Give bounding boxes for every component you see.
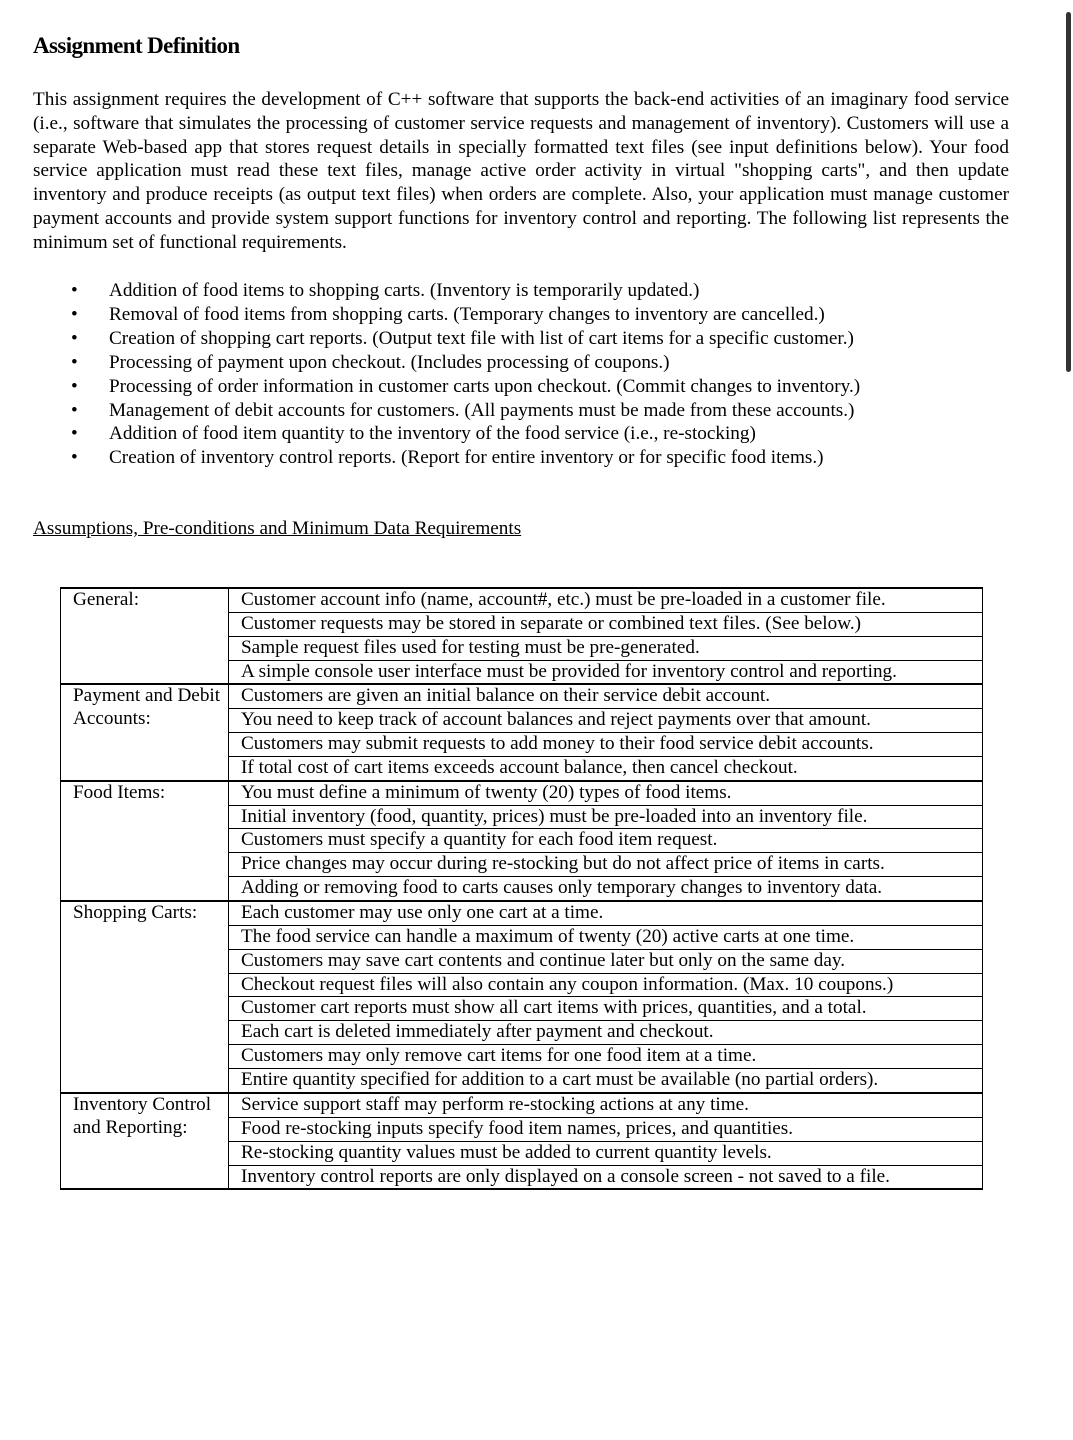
list-item <box>33 399 860 423</box>
table-cell: Customer cart reports must show all cart items with prices, quantities, and a total. <box>229 997 983 1021</box>
table-category-cell: Inventory Control and Reporting: <box>61 1093 229 1189</box>
list-item <box>33 422 860 446</box>
list-item-text: Creation of inventory control reports. (Report for entire inventory or for specific food items.) <box>109 447 824 469</box>
table-row <box>61 781 983 805</box>
list-item-text: Removal of food items from shopping carts. (Temporary changes to inventory are cancelled.) <box>109 303 825 325</box>
table-cell: Service support staff may perform re-stocking actions at any time. <box>229 1093 983 1117</box>
bullet-icon: • <box>71 447 78 469</box>
list-item-text: Creation of shopping cart reports. (Output text file with list of cart items for a specific customer.) <box>109 327 854 349</box>
table-row <box>61 1093 983 1117</box>
table-cell: Customers may save cart contents and continue later but only on the same day. <box>229 949 983 973</box>
table-cell: Entire quantity specified for addition to a cart must be available (no partial orders). <box>229 1069 983 1093</box>
list-item-text: Processing of payment upon checkout. (Includes processing of coupons.) <box>109 351 670 373</box>
table-category-cell: Food Items: <box>61 781 229 901</box>
table-category-cell: Payment and Debit Accounts: <box>61 684 229 780</box>
list-item <box>33 351 860 375</box>
intro-paragraph: This assignment requires the development of C++ software that supports the back-end activities of an imaginary food service (i.e., software that simulates the processing of customer service requests and management of inventory). Customers will use a separate Web-based app that stores request details in specially formatted text files (see input definitions below). Your food service application must read these text files, manage active order activity in virtual "shopping carts", and then update inventory and produce receipts (as output text files) when orders are complete. Also, your application must manage customer payment accounts and provide system support functions for inventory control and reporting. The following list represents the minimum set of functional requirements. <box>33 89 1009 253</box>
table-cell: Initial inventory (food, quantity, prices) must be pre-loaded into an inventory file. <box>229 805 983 829</box>
table-cell: Customers must specify a quantity for each food item request. <box>229 829 983 853</box>
bullet-icon: • <box>71 423 78 445</box>
table-cell: Customers may submit requests to add money to their food service debit accounts. <box>229 733 983 757</box>
list-item-text: Management of debit accounts for customers. (All payments must be made from these accounts.) <box>109 399 855 421</box>
bullet-icon: • <box>71 375 78 397</box>
table-row <box>61 684 983 708</box>
list-item <box>33 327 860 351</box>
table-cell: Each customer may use only one cart at a time. <box>229 901 983 925</box>
table-category-cell: Shopping Carts: <box>61 901 229 1093</box>
requirements-table <box>60 587 983 1190</box>
list-item-text: Processing of order information in customer carts upon checkout. (Commit changes to inventory.) <box>109 375 861 397</box>
page-title: Assignment Definition <box>33 33 240 58</box>
table-cell: Customers are given an initial balance on their service debit account. <box>229 684 983 708</box>
requirements-list <box>33 279 860 470</box>
table-cell: The food service can handle a maximum of twenty (20) active carts at one time. <box>229 925 983 949</box>
bullet-icon: • <box>71 303 78 325</box>
section-heading: Assumptions, Pre-conditions and Minimum Data Requirements <box>33 518 522 539</box>
list-item <box>33 375 860 399</box>
table-cell: Checkout request files will also contain any coupon information. (Max. 10 coupons.) <box>229 973 983 997</box>
list-item <box>33 303 860 327</box>
table-cell: Inventory control reports are only displayed on a console screen - not saved to a file. <box>229 1165 983 1189</box>
table-cell: You need to keep track of account balances and reject payments over that amount. <box>229 709 983 733</box>
vertical-scrollbar[interactable] <box>1066 12 1071 372</box>
bullet-icon: • <box>71 327 78 349</box>
bullet-icon: • <box>71 399 78 421</box>
table-cell: Customer account info (name, account#, etc.) must be pre-loaded in a customer file. <box>229 588 983 612</box>
table-cell: Food re-stocking inputs specify food item names, prices, and quantities. <box>229 1117 983 1141</box>
table-cell: Sample request files used for testing must be pre-generated. <box>229 636 983 660</box>
table-cell: You must define a minimum of twenty (20) types of food items. <box>229 781 983 805</box>
table-row <box>61 588 983 612</box>
table-cell: Customers may only remove cart items for one food item at a time. <box>229 1045 983 1069</box>
bullet-icon: • <box>71 351 78 373</box>
bullet-icon: • <box>71 280 78 301</box>
list-item <box>33 446 860 470</box>
table-cell: Re-stocking quantity values must be added to current quantity levels. <box>229 1141 983 1165</box>
table-cell: A simple console user interface must be provided for inventory control and reporting. <box>229 660 983 684</box>
list-item-text: Addition of food item quantity to the inventory of the food service (i.e., re-stocking) <box>109 423 756 445</box>
table-cell: Price changes may occur during re-stocking but do not affect price of items in carts. <box>229 853 983 877</box>
list-item-text: Addition of food items to shopping carts. (Inventory is temporarily updated.) <box>109 280 700 301</box>
table-category-cell: General: <box>61 588 229 684</box>
table-cell: If total cost of cart items exceeds account balance, then cancel checkout. <box>229 756 983 780</box>
table-cell: Customer requests may be stored in separate or combined text files. (See below.) <box>229 612 983 636</box>
table-cell: Each cart is deleted immediately after payment and checkout. <box>229 1021 983 1045</box>
table-row <box>61 901 983 925</box>
list-item <box>33 279 860 303</box>
table-cell: Adding or removing food to carts causes only temporary changes to inventory data. <box>229 877 983 901</box>
